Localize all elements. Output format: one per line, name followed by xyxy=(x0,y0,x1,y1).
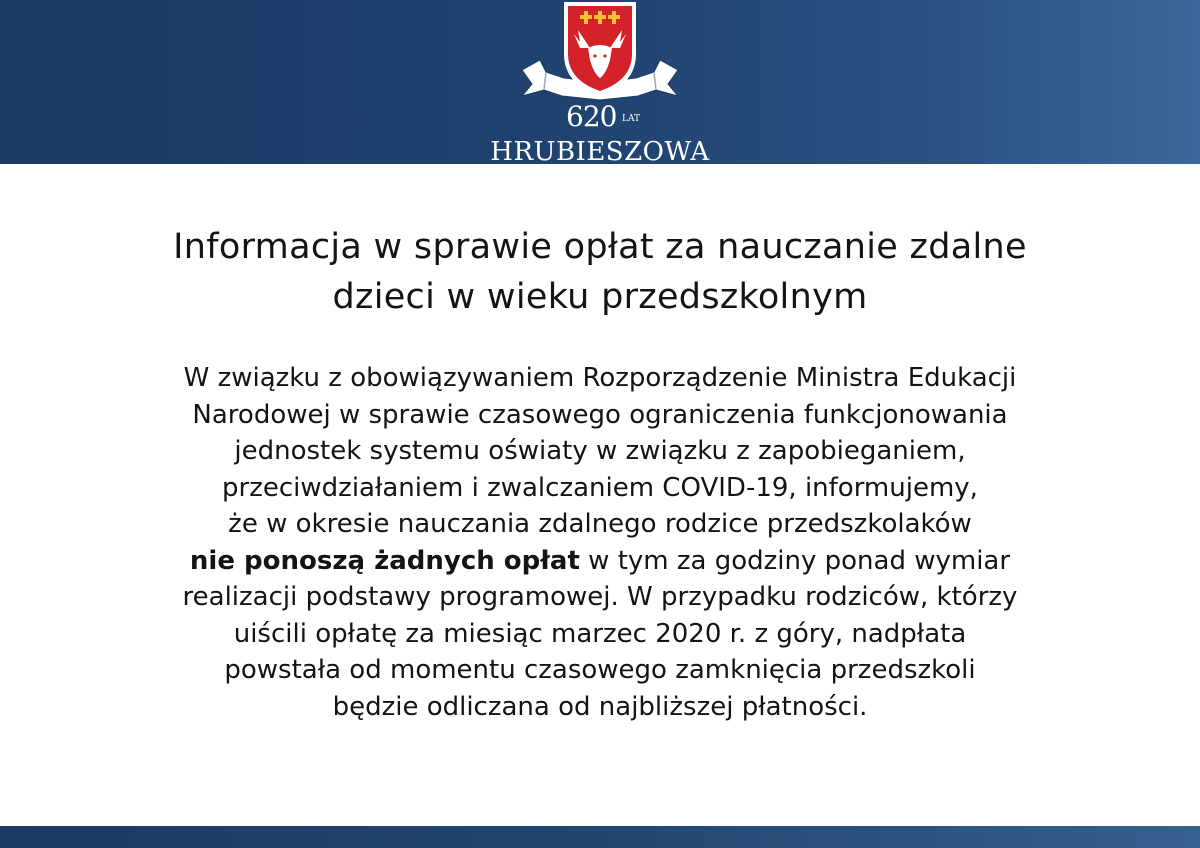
body-line-1: W związku z obowiązywaniem Rozporządzenie Ministra Edukacji xyxy=(183,363,1017,393)
body-line-3: jednostek systemu oświaty w związku z zapobieganiem, xyxy=(234,436,966,466)
announcement-body xyxy=(0,360,1200,725)
title-line-2: dzieci w wieku przedszkolnym xyxy=(332,277,868,317)
body-line-9: powstała od momentu czasowego zamknięcia przedszkoli xyxy=(224,655,976,685)
body-line-6 xyxy=(0,543,1200,580)
footer-banner xyxy=(0,826,1200,848)
page-title xyxy=(0,222,1200,322)
coat-of-arms-icon xyxy=(518,0,682,110)
body-line-5: że w okresie nauczania zdalnego rodzice przedszkolaków xyxy=(228,509,972,539)
body-line-10: będzie odliczana od najbliższej płatności. xyxy=(332,691,868,722)
logo-years-suffix: LAT xyxy=(622,114,640,124)
city-logo xyxy=(0,0,1200,168)
after-bold-text: w tym za godziny ponad wymiar xyxy=(579,545,1011,576)
body-line-8: uiścili opłatę za miesiąc marzec 2020 r. z góry, nadpłata xyxy=(233,618,967,649)
body-line-7: realizacji podstawy programowej. W przypadku rodziców, którzy xyxy=(182,582,1018,612)
bold-phrase: nie ponoszą żadnych opłat xyxy=(189,545,580,576)
logo-years: 620 xyxy=(566,100,617,133)
body-line-2: Narodowej w sprawie czasowego ograniczenia funkcjonowania xyxy=(192,399,1008,430)
title-line-1: Informacja w sprawie opłat za nauczanie zdalne xyxy=(173,227,1027,267)
logo-city-name: HRUBIESZOWA xyxy=(490,137,710,167)
body-line-4: przeciwdziałaniem i zwalczaniem COVID-19, informujemy, xyxy=(222,472,978,503)
